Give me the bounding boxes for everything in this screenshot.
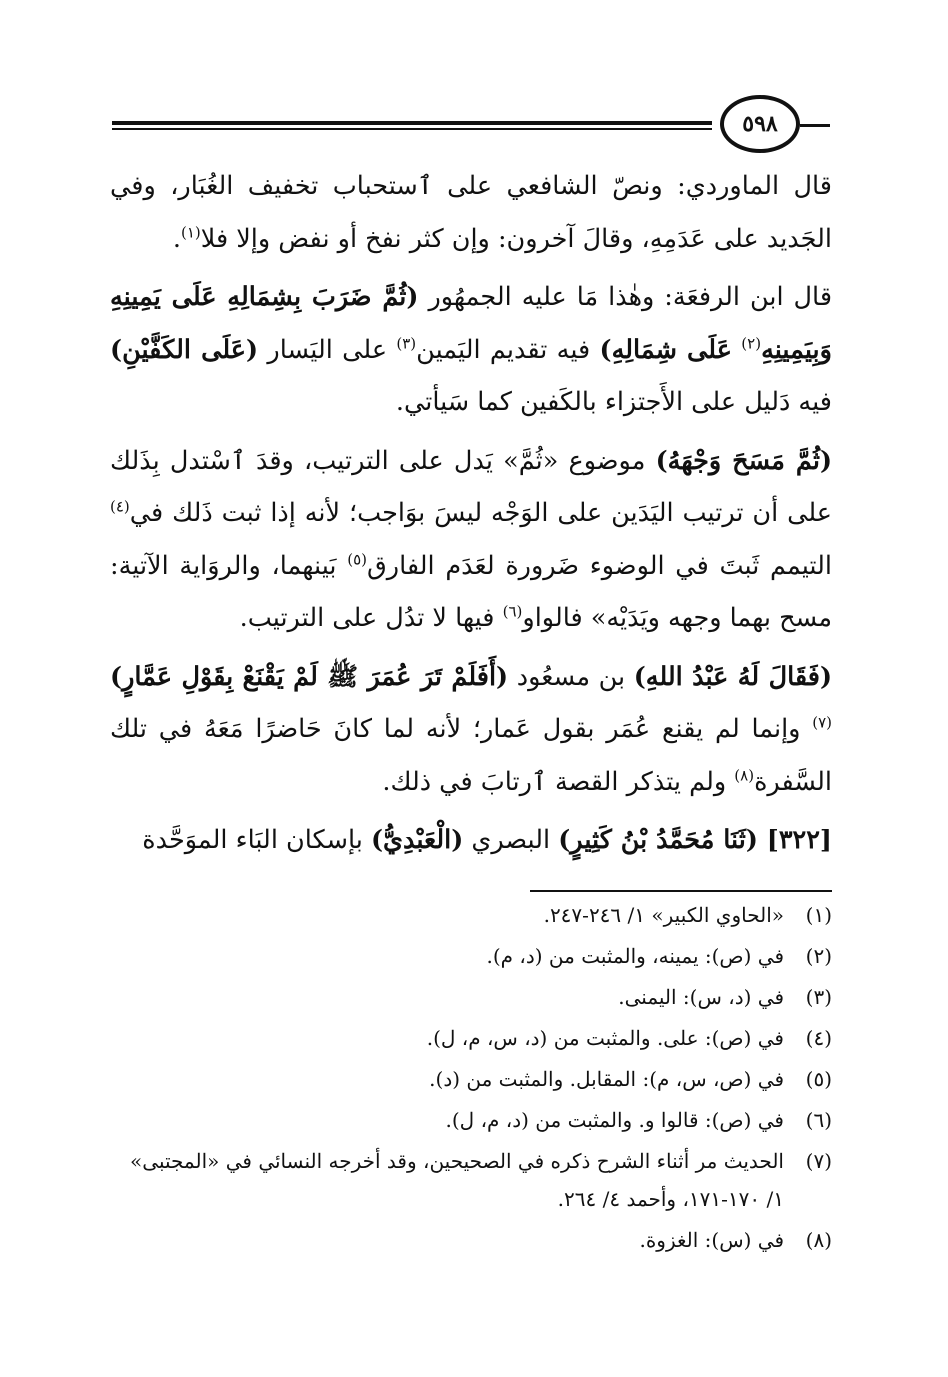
footnote-text: «الحاوي الكبير» ١/ ٢٤٦-٢٤٧. <box>543 903 784 927</box>
footnotes <box>110 896 832 1259</box>
footnote-2 <box>110 937 832 975</box>
header-rule-thin <box>112 128 712 130</box>
text-run: التيمم ثَبتَ في الوضوء ضَرورة لعَدَم الفارق <box>367 550 832 581</box>
text-run: بَينهما، والروَاية الآتية: مسح بهما وجهه ويَدَيْه» فالواو <box>110 550 832 633</box>
text-run: بإسكان البَاء الموَحَّدة <box>142 825 363 855</box>
text-run: البصري <box>471 825 551 855</box>
footnote-number: (١) <box>805 903 832 927</box>
footnote-1 <box>110 896 832 934</box>
header-rule-thick <box>112 121 712 125</box>
footnote-text: في (ص، س، م): المقابل. والمثبت من (د). <box>429 1067 784 1091</box>
text-run: فيها لا تدُل على الترتيب. <box>239 603 495 633</box>
text-run: ولم يتذكر القصة ٱرتابَ في ذلك. <box>382 766 727 797</box>
footnote-number: (٥) <box>805 1067 832 1091</box>
hadith-quote: عَلَى شِمَالِهِ) <box>599 334 732 365</box>
hadith-quote: (أَفَلَمْ تَرَ عُمَرَ ﷺ لَمْ يَقْنَعْ بِقَوْلِ عَمَّارٍ) <box>110 661 509 692</box>
footnote-text: في (د، س): اليمنى. <box>618 985 784 1009</box>
text-run: فيه تقديم اليَمين <box>416 334 591 365</box>
text-run: . <box>172 223 181 254</box>
hadith-quote: (عَلَى الكَفَّيْنِ) <box>110 334 259 365</box>
footnote-6 <box>110 1101 832 1139</box>
footnote-number: (٢) <box>805 944 832 968</box>
footnote-number: (٤) <box>805 1026 832 1050</box>
header-rule-stub <box>800 124 830 127</box>
text-run: على اليَسار <box>267 334 388 365</box>
paragraph-2 <box>110 271 832 429</box>
footnote-7 <box>110 1142 832 1218</box>
hadith-quote: (الْعَبْدِيُّ) <box>370 825 464 855</box>
footnote-number: (٦) <box>805 1108 832 1132</box>
footnote-ref-2[interactable]: (٢) <box>741 334 762 352</box>
footnote-ref-6[interactable]: (٦) <box>502 602 523 621</box>
footnote-separator <box>530 890 832 892</box>
footnote-ref-3[interactable]: (٣) <box>396 334 417 352</box>
footnote-number: (٣) <box>805 985 832 1009</box>
footnote-ref-8[interactable]: (٨) <box>734 766 755 784</box>
paragraph-3 <box>110 435 832 645</box>
footnote-5 <box>110 1060 832 1098</box>
paragraph-5 <box>110 814 832 867</box>
footnote-text: في (ص): قالوا و. والمثبت من (د، م، ل). <box>445 1108 784 1132</box>
text-run: قال الماوردي: ونصّ الشافعي على ٱستحباب تخفيف الغُبَار، وفي الجَديد على عَدَمِهِ، وقالَ آخرون: وإن كثر نفخ أو نفض وإلا فلا <box>110 171 832 254</box>
hadith-quote: (ثُمَّ ضَرَبَ بِشِمَالِهِ عَلَى يَمِينِهِ وَبِيَمِينِهِ <box>110 282 832 365</box>
footnote-text: في (ص): يمينه، والمثبت من (د، م). <box>486 944 784 968</box>
text-run: موضوع «ثُمَّ» يَدل على الترتيب، وقدَ ٱسْتدل بِذَلك على أن ترتيب اليَدَين على الوَجْه ليسَ بوَاجب؛ لأنه إذا ثبت ذَلك في <box>110 445 832 528</box>
footnote-ref-4[interactable]: (٤) <box>110 497 130 516</box>
text-run: بن مسعُود <box>516 661 626 692</box>
text-run: قال ابن الرفعَة: وهٰذا مَا عليه الجمهُور <box>428 282 833 312</box>
footnote-text: الحديث مر أثناء الشرح ذكره في الصحيحين، وقد أخرجه النسائي في «المجتبى» ١/ ١٧٠-١٧١، وأحمد ٤/ ٢٦٤. <box>130 1149 784 1211</box>
footnote-ref-1[interactable]: (١) <box>180 223 201 241</box>
footnote-text: في (س): الغزوة. <box>639 1228 784 1252</box>
text-run: وإنما لم يقنع عُمَر بقول عَمار؛ لأنه لما كانَ حَاضرًا مَعَهُ في تلك السَّفرة <box>110 714 832 797</box>
page-number: ٥٩٨ <box>720 95 800 153</box>
paragraph-4 <box>110 651 832 809</box>
footnote-text: في (ص): على. والمثبت من (د، س، م، ل). <box>426 1026 784 1050</box>
footnote-8 <box>110 1221 832 1259</box>
footnote-ref-7[interactable]: (٧) <box>812 713 833 732</box>
footnote-ref-5[interactable]: (٥) <box>347 550 368 568</box>
paragraph-1 <box>110 160 832 265</box>
footnote-number: (٨) <box>805 1228 832 1252</box>
text-run: فيه دَليل على الأَجتزاء بالكَفين كما سَيأتي. <box>395 387 832 417</box>
footnote-3 <box>110 978 832 1016</box>
main-text <box>110 160 832 867</box>
hadith-quote: (فَقَالَ لَهُ عَبْدُ اللهِ) <box>633 661 833 692</box>
footnote-4 <box>110 1019 832 1057</box>
hadith-number-and-quote: [٣٢٢] (ثَنَا مُحَمَّدُ بْنُ كَثِيرٍ) <box>558 825 832 855</box>
footnote-number: (٧) <box>805 1149 832 1173</box>
hadith-quote: (ثُمَّ مَسَحَ وَجْهَهُ) <box>655 445 833 476</box>
